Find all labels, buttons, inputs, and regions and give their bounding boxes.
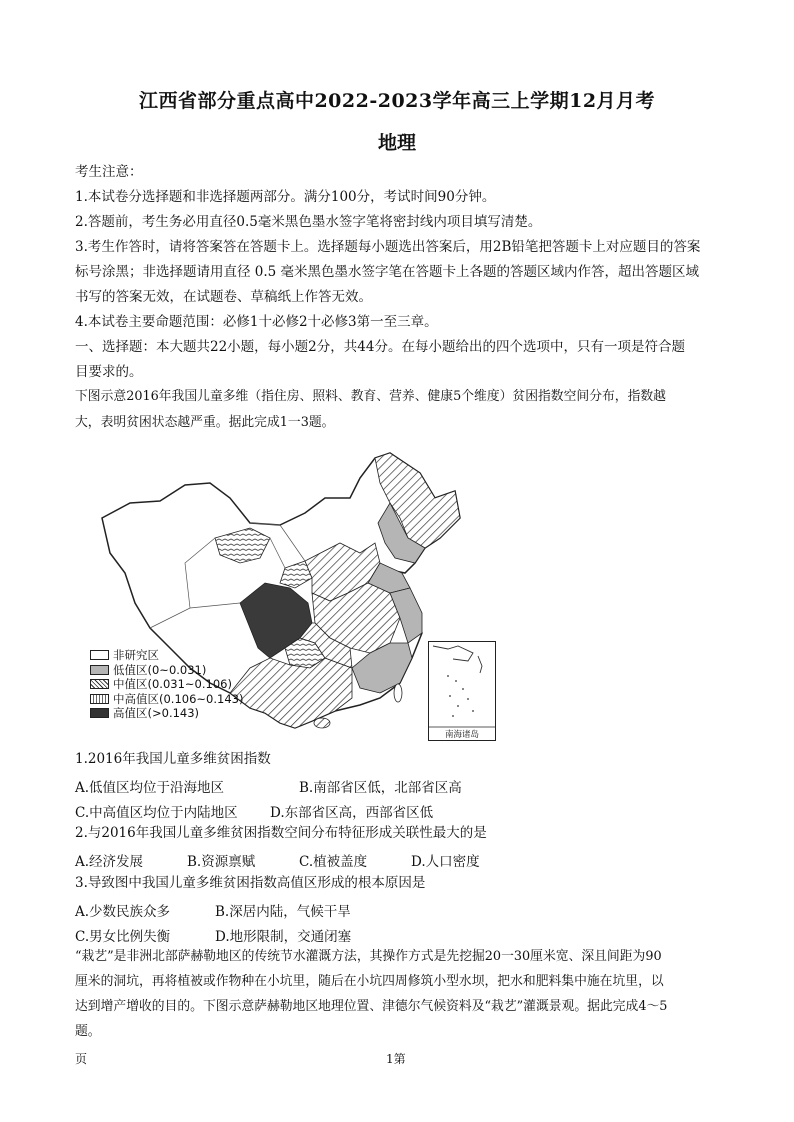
legend-item bbox=[90, 663, 243, 678]
note-item: 4.本试卷主要命题范围：必修1十必修2十必修3第一至三章。 bbox=[75, 314, 438, 330]
legend-swatch-dots bbox=[90, 694, 109, 704]
intro-text: 下图示意2016年我国儿童多维（指住房、照料、教育、营养、健康5个维度）贫困指数空间分布，指数越 bbox=[75, 389, 666, 404]
legend-item bbox=[90, 648, 243, 663]
note-item: 书写的答案无效，在试题卷、草稿纸上作答无效。 bbox=[75, 289, 372, 305]
south-sea-inset bbox=[428, 641, 496, 741]
option-a: A.少数民族众多 bbox=[75, 904, 171, 920]
legend-swatch-gray bbox=[90, 665, 109, 675]
note-item: 2.答题前，考生务必用直径0.5毫米黑色墨水签字笔将密封线内项目填写清楚。 bbox=[75, 214, 542, 230]
footer-left: 页 bbox=[75, 1052, 88, 1066]
option-c: C.男女比例失衡 bbox=[75, 929, 171, 945]
option-d: D.人口密度 bbox=[411, 854, 480, 870]
option-d: D.地形限制，交通闭塞 bbox=[215, 929, 352, 945]
option-c: C.植被盖度 bbox=[299, 854, 368, 870]
map-legend bbox=[90, 648, 243, 721]
subject-title: 地理 bbox=[377, 132, 416, 154]
intro-text: 题。 bbox=[75, 1024, 101, 1039]
option-a: A.低值区均位于沿海地区 bbox=[75, 780, 225, 796]
intro-text: 大，表明贫困状态越严重。据此完成1一3题。 bbox=[75, 415, 335, 430]
option-b: B.资源禀赋 bbox=[187, 854, 256, 870]
question-stem: 1.2016年我国儿童多维贫困指数 bbox=[75, 751, 271, 767]
option-a: A.经济发展 bbox=[75, 854, 144, 870]
question-stem: 3.导致图中我国儿童多维贫困指数高值区形成的根本原因是 bbox=[75, 875, 426, 891]
option-b: B.深居内陆，气候干旱 bbox=[215, 904, 351, 920]
option-b: B.南部省区低，北部省区高 bbox=[299, 780, 462, 796]
notes-heading: 考生注意： bbox=[75, 164, 143, 180]
page-number: 1第 bbox=[386, 1052, 406, 1066]
intro-text: “栽艺”是非洲北部萨赫勒地区的传统节水灌溉方法，其操作方式是先挖掘20一30厘米宽、深且间距为90 bbox=[75, 949, 662, 964]
legend-item bbox=[90, 706, 243, 721]
note-item: 3.考生作答时，请将答案答在答题卡上。选择题每小题选出答案后，用2B铅笔把答题卡上对应题目的答案 bbox=[75, 239, 701, 255]
legend-label: 中值区(0.031~0.106) bbox=[113, 677, 232, 691]
note-item: 标号涂黑；非选择题请用直径 0.5 毫米黑色墨水签字笔在答题卡上各题的答题区域内作答，超出答题区域 bbox=[75, 264, 700, 280]
section-heading-cont: 目要求的。 bbox=[75, 364, 143, 380]
legend-item bbox=[90, 677, 243, 692]
legend-label: 中高值区(0.106~0.143) bbox=[113, 691, 244, 706]
legend-swatch-white bbox=[90, 650, 109, 660]
intro-text: 达到增产增收的目的。下图示意萨赫勒地区地理位置、津德尔气候资料及“栽艺”灌溉景观。据此完成4～5 bbox=[75, 999, 668, 1014]
exam-title: 江西省部分重点高中2022-2023学年高三上学期12月月考 bbox=[138, 90, 656, 112]
option-c: C.中高值区均位于内陆地区 bbox=[75, 805, 238, 821]
section-heading: 一、选择题：本大题共22小题，每小题2分，共44分。在每小题给出的四个选项中，只有一项是符合题 bbox=[75, 339, 685, 355]
option-d: D.东部省区高，西部省区低 bbox=[270, 805, 434, 821]
question-stem: 2.与2016年我国儿童多维贫困指数空间分布特征形成关联性最大的是 bbox=[75, 825, 487, 841]
intro-text: 厘米的洞坑，再将植被或作物种在小坑里，随后在小坑四周修筑小型水坝，把水和肥料集中施在坑里，以 bbox=[75, 974, 664, 989]
inset-label: 南海诸岛 bbox=[444, 730, 480, 740]
legend-swatch-hatch bbox=[90, 679, 109, 689]
legend-item bbox=[90, 692, 243, 707]
legend-label: 高值区(>0.143) bbox=[113, 706, 200, 720]
legend-label: 低值区(0~0.031) bbox=[113, 662, 207, 677]
legend-label: 非研究区 bbox=[113, 648, 159, 662]
legend-swatch-black bbox=[90, 708, 109, 718]
note-item: 1.本试卷分选择题和非选择题两部分。满分100分，考试时间90分钟。 bbox=[75, 189, 496, 205]
